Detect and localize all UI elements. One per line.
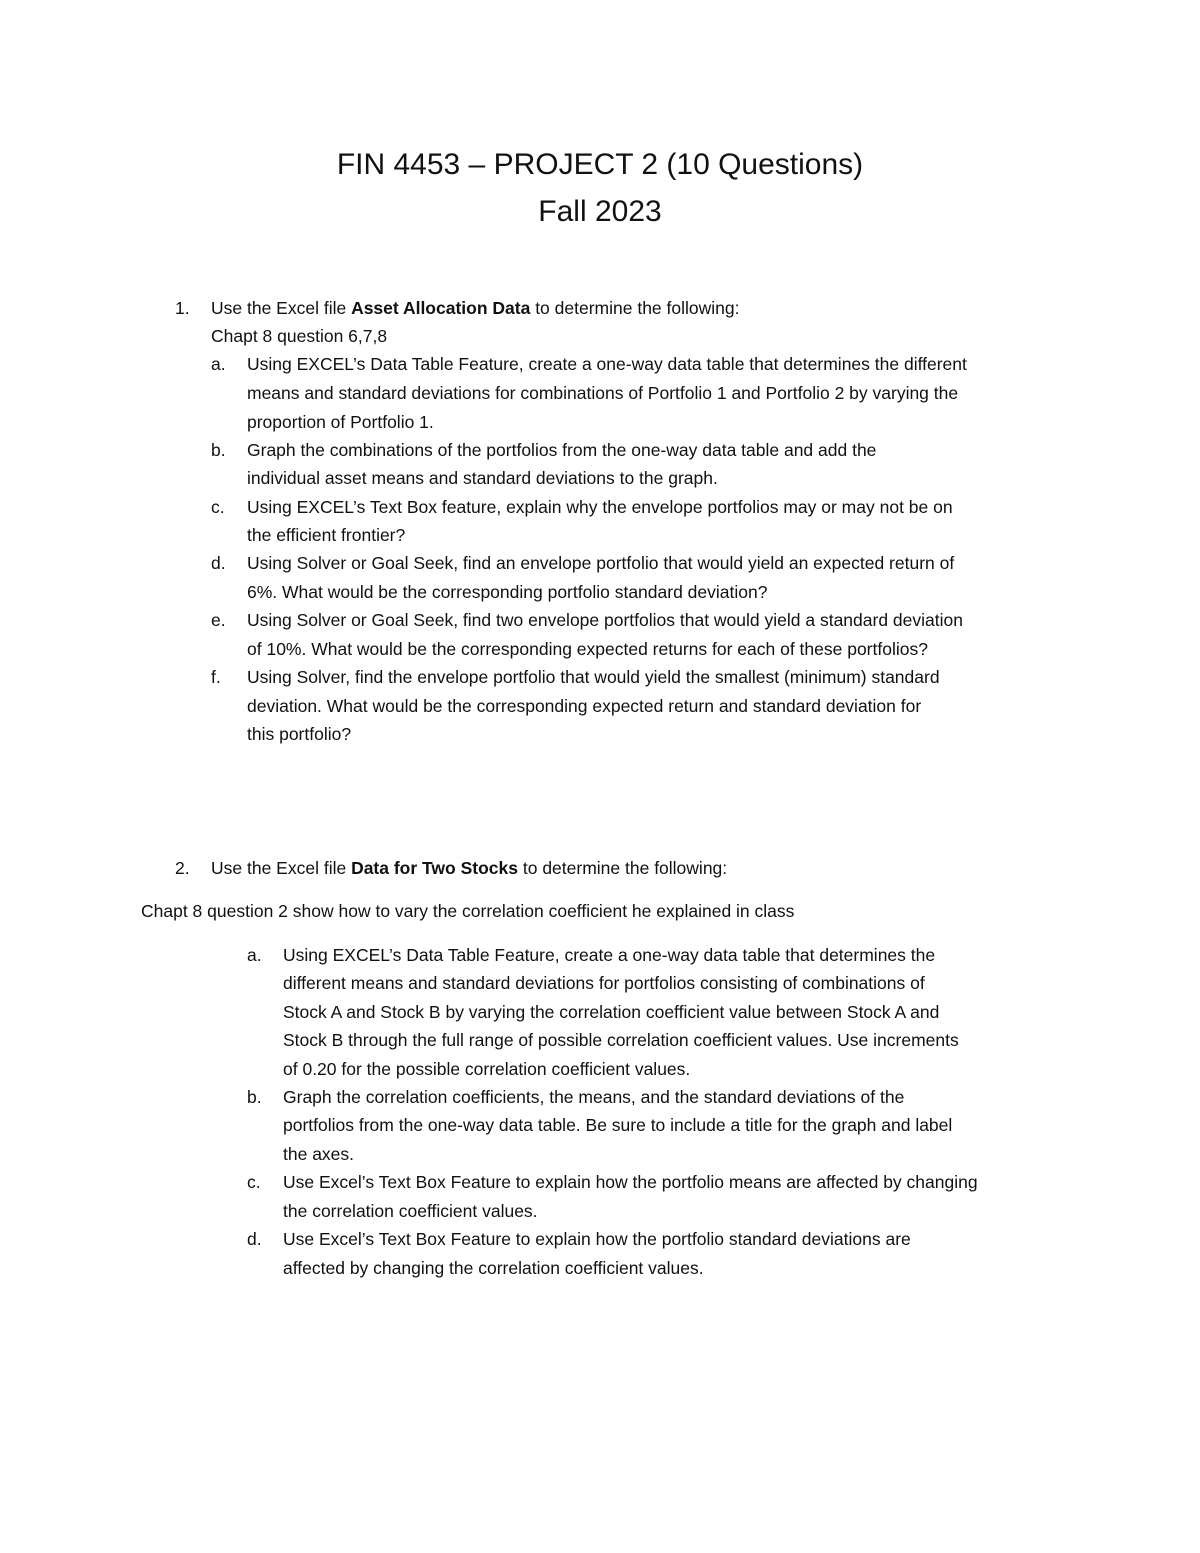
q1-item-f-line: deviation. What would be the corresponding expected return and standard deviation for	[247, 696, 922, 716]
q2-item-d-line: affected by changing the correlation coefficient values.	[283, 1258, 704, 1278]
q1-item-c-letter: c.	[211, 497, 225, 517]
q2-item-a-line: Stock A and Stock B by varying the correlation coefficient value between Stock A and	[283, 1002, 940, 1022]
q1-item-c-line: Using EXCEL’s Text Box feature, explain why the envelope portfolios may or may not be on	[247, 497, 953, 517]
q1-item-d-letter: d.	[211, 553, 226, 573]
q2-item-b-line: Graph the correlation coefficients, the means, and the standard deviations of the	[283, 1087, 905, 1107]
q1-item-b-line: individual asset means and standard deviations to the graph.	[247, 468, 718, 488]
q2-item-a-line: Using EXCEL’s Data Table Feature, create a one-way data table that determines the	[283, 945, 936, 965]
two-stocks-file-name: Data for Two Stocks	[351, 858, 518, 878]
page-title: FIN 4453 – PROJECT 2 (10 Questions)	[336, 148, 864, 181]
q1-item-f-letter: f.	[211, 667, 221, 687]
question-2-intro: Use the Excel file Data for Two Stocks to determine the following:	[211, 858, 728, 878]
q1-item-e-letter: e.	[211, 610, 226, 630]
q1-item-a-letter: a.	[211, 354, 226, 374]
q1-item-a-line: Using EXCEL’s Data Table Feature, create a one-way data table that determines the different	[247, 354, 967, 374]
q1-item-b-line: Graph the combinations of the portfolios from the one-way data table and add the	[247, 440, 877, 460]
q2-item-c-line: the correlation coefficient values.	[283, 1201, 538, 1221]
q2-item-a-line: different means and standard deviations for portfolios consisting of combinations of	[283, 973, 925, 993]
q1-item-a-line: proportion of Portfolio 1.	[247, 412, 434, 432]
question-1-number: 1.	[175, 298, 190, 318]
q1-item-b-letter: b.	[211, 440, 226, 460]
question-1-note: Chapt 8 question 6,7,8	[211, 326, 388, 346]
question-1-intro: Use the Excel file Asset Allocation Data to determine the following:	[211, 298, 740, 318]
q1-item-e-line: of 10%. What would be the corresponding expected returns for each of these portfolios?	[247, 639, 928, 659]
q1-item-d-line: 6%. What would be the corresponding portfolio standard deviation?	[247, 582, 768, 602]
q2-item-c-line: Use Excel’s Text Box Feature to explain how the portfolio means are affected by changing	[283, 1172, 978, 1192]
q1-item-a-line: means and standard deviations for combinations of Portfolio 1 and Portfolio 2 by varying the	[247, 383, 959, 403]
q2-item-b-letter: b.	[247, 1087, 262, 1107]
q2-item-a-line: of 0.20 for the possible correlation coefficient values.	[283, 1059, 691, 1079]
q2-item-d-letter: d.	[247, 1229, 262, 1249]
q1-item-e-line: Using Solver or Goal Seek, find two envelope portfolios that would yield a standard deviation	[247, 610, 963, 630]
question-2-number: 2.	[175, 858, 190, 878]
q2-item-a-line: Stock B through the full range of possible correlation coefficient values. Use increments	[283, 1030, 959, 1050]
q2-item-b-line: portfolios from the one-way data table. Be sure to include a title for the graph and label	[283, 1115, 953, 1135]
q1-item-c-line: the efficient frontier?	[247, 525, 406, 545]
q1-item-d-line: Using Solver or Goal Seek, find an envelope portfolio that would yield an expected return of	[247, 553, 955, 573]
q2-item-a-letter: a.	[247, 945, 262, 965]
q2-item-c-letter: c.	[247, 1172, 261, 1192]
question-2-note: Chapt 8 question 2 show how to vary the correlation coefficient he explained in class	[141, 901, 795, 921]
q2-item-d-line: Use Excel’s Text Box Feature to explain how the portfolio standard deviations are	[283, 1229, 911, 1249]
page-term: Fall 2023	[538, 195, 662, 228]
q1-item-f-line: Using Solver, find the envelope portfolio that would yield the smallest (minimum) standard	[247, 667, 940, 687]
q2-item-b-line: the axes.	[283, 1144, 355, 1164]
asset-allocation-file-name: Asset Allocation Data	[351, 298, 531, 318]
q1-item-f-line: this portfolio?	[247, 724, 352, 744]
